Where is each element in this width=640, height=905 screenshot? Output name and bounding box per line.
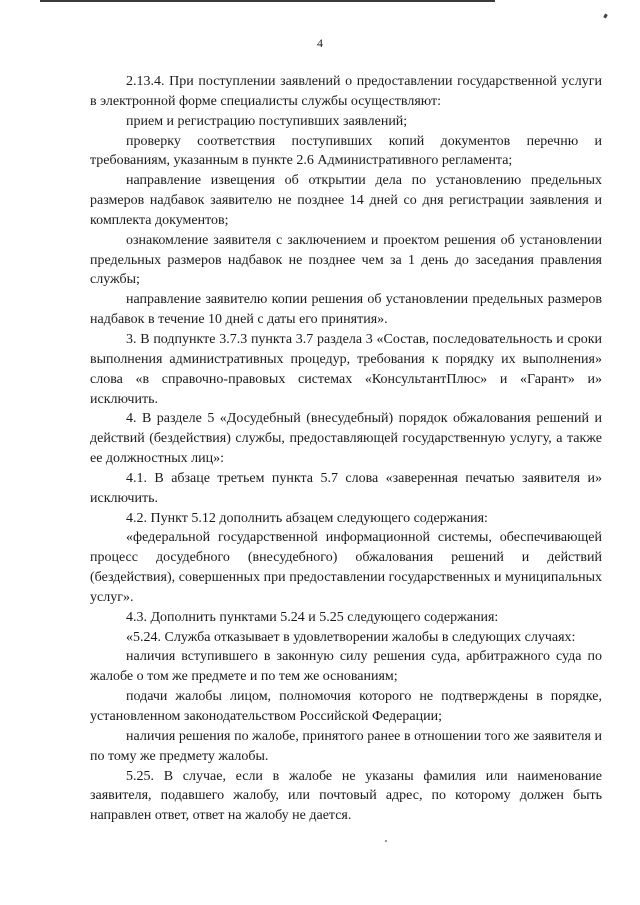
scan-edge-line — [40, 0, 495, 2]
paragraph-verification: проверку соответствия поступивших копий документов перечню и требованиям, указанным в пункте 2.6 Административного регламента; — [90, 133, 602, 169]
paragraph-court-decision: наличия вступившего в законную силу решения суда, арбитражного суда по жалобе о том же предмете и по тем же основаниям; — [90, 649, 602, 685]
paragraph-4-3: 4.3. Дополнить пунктами 5.24 и 5.25 следующего содержания: — [126, 609, 499, 625]
paragraph-notice: направление извещения об открытии дела по установлению предельных размеров надбавок заявителю не позднее 14 дней со дня регистрации заявления и комплекта документов; — [90, 173, 602, 228]
paragraph-federal-system: «федеральной государственной информационной системы, обеспечивающей процесс досудебного (внесудебного) обжалования решений и действий (бездействия), совершенных при предоставлении государственных и муниципальных услуг». — [90, 530, 602, 605]
paragraph-reception: прием и регистрацию поступивших заявлений; — [126, 113, 408, 129]
paragraph-familiarization: ознакомление заявителя с заключением и проектом решения об установлении предельных размеров надбавок не позднее чем за 1 день до заседания правления службы; — [90, 232, 602, 288]
paragraph-5-24: «5.24. Служба отказывает в удовлетворении жалобы в следующих случаях: — [126, 629, 576, 645]
scan-mark — [603, 14, 608, 19]
paragraph-4-2: 4.2. Пункт 5.12 дополнить абзацем следующего содержания: — [126, 510, 488, 526]
document-body — [90, 72, 602, 826]
paragraph-4-1: 4.1. В абзаце третьем пункта 5.7 слова «заверенная печатью заявителя и» исключить. — [90, 470, 602, 506]
paragraph-5-25: 5.25. В случае, если в жалобе не указаны фамилия или наименование заявителя, подавшего жалобу, или почтовый адрес, по которому должен быть направлен ответ, ответ на жалобу не дается. — [90, 768, 602, 824]
paragraph-2-13-4: 2.13.4. При поступлении заявлений о предоставлении государственной услуги в электронной форме специалисты службы осуществляют: — [90, 74, 602, 109]
paragraph-3: 3. В подпункте 3.7.3 пункта 3.7 раздела 3 «Состав, последовательность и сроки выполнения административных процедур, требования к порядку их выполнения» слова «в справочно-правовых системах «КонсультантПлюс» и «Гарант» и» исключить. — [90, 331, 602, 407]
paragraph-unauthorized-person: подачи жалобы лицом, полномочия которого не подтверждены в порядке, установленном законодательством Российской Федерации; — [90, 689, 602, 724]
paragraph-prior-decision: наличия решения по жалобе, принятого ранее в отношении того же заявителя и по тому же предмету жалобы. — [90, 728, 602, 764]
page-number: 4 — [317, 36, 323, 50]
scan-dot — [385, 840, 387, 842]
paragraph-4: 4. В разделе 5 «Досудебный (внесудебный) порядок обжалования решений и действий (бездействия) службы, предоставляющей государственную услугу, а также ее должностных лиц»: — [90, 411, 602, 467]
paragraph-decision-copy: направление заявителю копии решения об установлении предельных размеров надбавок в течение 10 дней с даты его принятия». — [90, 292, 602, 328]
